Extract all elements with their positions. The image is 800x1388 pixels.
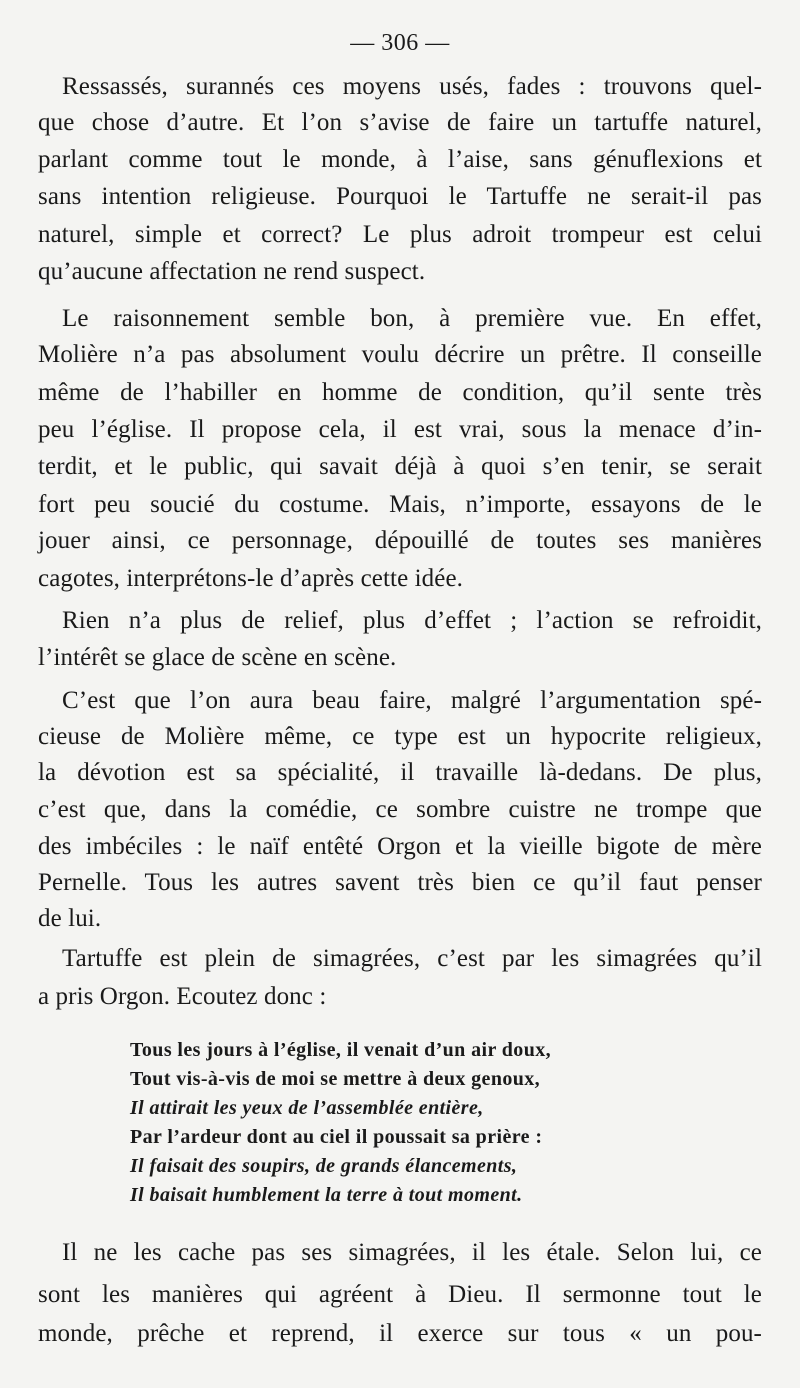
paragraph-2-line-7: jouer ainsi, ce personnage, dépouillé de toutes ses manières xyxy=(38,527,762,554)
paragraph-4-line-2: cieuse de Molière même, ce type est un hypocrite religieux, xyxy=(38,723,762,750)
paragraph-6-line-1: Il ne les cache pas ses simagrées, il les étale. Selon lui, ce xyxy=(62,1239,762,1266)
paragraph-2-line-4: peu l’église. Il propose cela, il est vrai, sous la menace d’in- xyxy=(38,416,762,443)
paragraph-5-line-1: Tartuffe est plein de simagrées, c’est par les simagrées qu’il xyxy=(62,945,762,972)
paragraph-1-line-1: Ressassés, surannés ces moyens usés, fades : trouvons quel- xyxy=(62,73,762,100)
paragraph-3-line-1: Rien n’a plus de relief, plus d’effet ; l’action se refroidit, xyxy=(62,607,762,634)
paragraph-5-line-2: a pris Orgon. Ecoutez donc : xyxy=(38,983,327,1010)
paragraph-4-line-3: la dévotion est sa spécialité, il travaille là-dedans. De plus, xyxy=(38,759,762,786)
paragraph-1-line-3: parlant comme tout le monde, à l’aise, sans génuflexions et xyxy=(38,146,762,173)
paragraph-1-line-5: naturel, simple et correct? Le plus adroit trompeur est celui xyxy=(38,221,762,248)
paragraph-4-line-4: c’est que, dans la comédie, ce sombre cuistre ne trompe que xyxy=(38,796,762,823)
paragraph-2-line-8: cagotes, interprétons-le d’après cette idée. xyxy=(38,565,464,592)
verse-line-1: Tous les jours à l’église, il venait d’un air doux, xyxy=(130,1039,552,1061)
paragraph-1-line-6: qu’aucune affectation ne rend suspect. xyxy=(38,258,426,285)
paragraph-2-line-2: Molière n’a pas absolument voulu décrire un prêtre. Il conseille xyxy=(38,341,762,368)
paragraph-1-line-4: sans intention religieuse. Pourquoi le Tartuffe ne serait-il pas xyxy=(38,183,762,210)
paragraph-2-line-6: fort peu soucié du costume. Mais, n’importe, essayons de le xyxy=(38,491,762,518)
paragraph-4-line-1: C’est que l’on aura beau faire, malgré l’argumentation spé- xyxy=(62,687,762,714)
paragraph-3-line-2: l’intérêt se glace de scène en scène. xyxy=(38,644,397,671)
verse-line-5: Il faisait des soupirs, de grands élancements, xyxy=(130,1155,518,1177)
paragraph-4-line-7: de lui. xyxy=(38,905,102,932)
paragraph-1-line-2: que chose d’autre. Et l’on s’avise de faire un tartuffe naturel, xyxy=(38,109,762,136)
paragraph-2-line-1: Le raisonnement semble bon, à première vue. En effet, xyxy=(62,305,762,332)
paragraph-2-line-3: même de l’habiller en homme de condition, qu’il sente très xyxy=(38,379,762,406)
paragraph-4-line-6: Pernelle. Tous les autres savent très bien ce qu’il faut penser xyxy=(38,869,762,896)
paragraph-4-line-5: des imbéciles : le naïf entêté Orgon et la vieille bigote de mère xyxy=(38,833,762,860)
verse-line-2: Tout vis-à-vis de moi se mettre à deux genoux, xyxy=(130,1068,541,1090)
verse-line-3: Il attirait les yeux de l’assemblée entière, xyxy=(130,1097,484,1119)
paragraph-6-line-2: sont les manières qui agréent à Dieu. Il sermonne tout le xyxy=(38,1281,762,1308)
verse-line-6: Il baisait humblement la terre à tout moment. xyxy=(130,1184,523,1206)
page-number: — 306 — xyxy=(350,30,450,56)
verse-line-4: Par l’ardeur dont au ciel il poussait sa prière : xyxy=(130,1126,543,1148)
paragraph-6-line-3: monde, prêche et reprend, il exerce sur tous « un pou- xyxy=(38,1320,762,1347)
paragraph-2-line-5: terdit, et le public, qui savait déjà à quoi s’en tenir, se serait xyxy=(38,453,762,480)
